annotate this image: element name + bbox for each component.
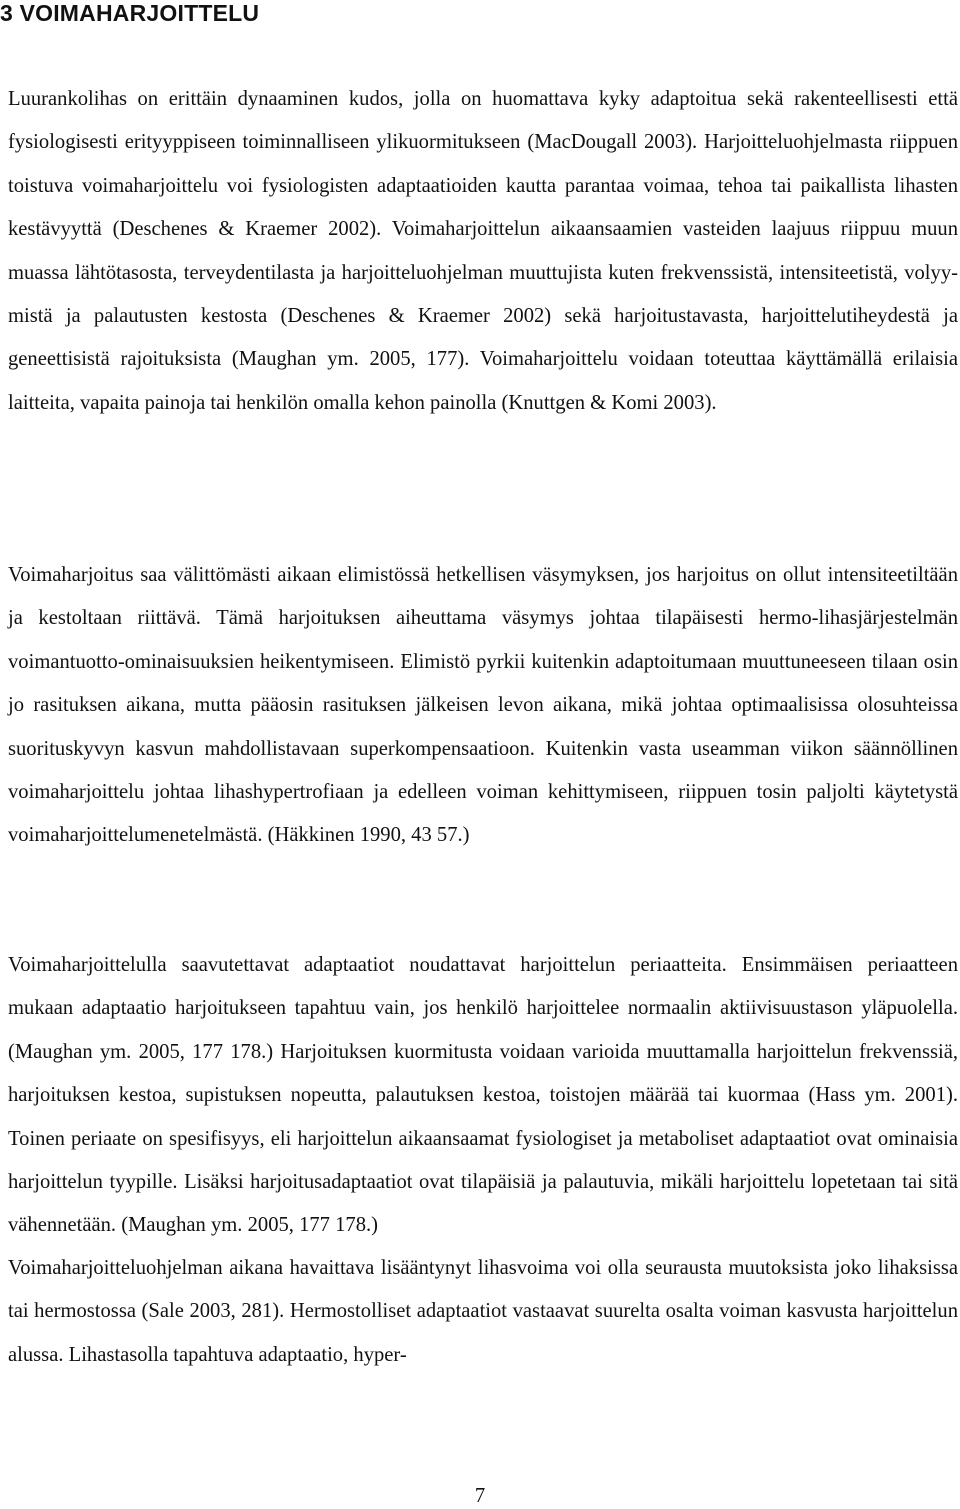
paragraph-1: Luurankolihas on erittäin dynaaminen kudos, jolla on huomattava kyky adaptoitua sekä rakenteellisesti että fysiologisesti erityyppiseen toiminnalliseen ylikuormitukseen (MacDougall 2003). Harjoitteluohjelmasta riippuen toistuva voimaharjoittelu voi fysiologisten adaptaatioiden kautta parantaa voimaa, tehoa tai paikallista lihasten kestävyyttä (Deschenes & Kraemer 2002). Voimaharjoittelun aikaansaamien vasteiden laajuus riippuu muun muassa lähtötasosta, terveydentilasta ja harjoitteluohjelman muuttujista kuten frekvenssistä, intensiteetistä, volyymistä ja palautusten kestosta (Deschenes & Kraemer 2002) sekä harjoitustavasta, harjoittelutiheydestä ja geneettisistä rajoituksista (Maughan ym. 2005, 177). Voimaharjoittelu voidaan toteuttaa käyttämällä erilaisia laitteita, vapaita painoja tai henkilön omalla kehon painolla (Knuttgen & Komi 2003). — [8, 88, 958, 414]
page-number: 7 — [474, 1485, 486, 1507]
paragraph-3: Voimaharjoittelulla saavutettavat adaptaatiot noudattavat harjoittelun periaatteita. Ensimmäisen periaatteen mukaan adaptaatio harjoitukseen tapahtuu vain, jos henkilö harjoittelee normaalin aktiivisuustason yläpuolella. (Maughan ym. 2005, 177 178.) Harjoituksen kuormitusta voidaan varioida muuttamalla harjoittelun frekvenssiä, harjoituksen kestoa, supistuksen nopeutta, palautuksen kestoa, toistojen määrää tai kuormaa (Hass ym. 2001). Toinen periaate on spesifisyys, eli harjoittelun aikaansaamat fysiologiset ja metaboliset adaptaatiot ovat ominaisia harjoittelun tyypille. Lisäksi harjoitusadaptaatiot ovat tilapäisiä ja palautuvia, mikäli harjoittelu lopetetaan tai sitä vähennetään. (Maughan ym. 2005, 177 178.) — [8, 954, 958, 1237]
section-heading: 3 VOIMAHARJOITTELU — [0, 0, 260, 26]
paragraph-4: Voimaharjoitteluohjelman aikana havaittava lisääntynyt lihasvoima voi olla seurausta muutoksista joko lihaksissa tai hermostossa (Sale 2003, 281). Hermostolliset adaptaatiot vastaavat suurelta osalta voiman kasvusta harjoittelun alussa. Lihastasolla tapahtuva adaptaatio, hyper- — [8, 1257, 958, 1366]
paragraph-2: Voimaharjoitus saa välittömästi aikaan elimistössä hetkellisen väsymyksen, jos harjoitus on ollut intensiteetiltään ja kestoltaan riittävä. Tämä harjoituksen aiheuttama väsymys johtaa tilapäisesti hermo-lihasjärjestelmän voimantuotto-ominaisuuksien heikentymiseen. Elimistö pyrkii kuitenkin adaptoitumaan muuttuneeseen tilaan osin jo rasituksen aikana, mutta pääosin rasituksen jälkeisen levon aikana, mikä johtaa optimaalisissa olosuhteissa suorituskyvyn kasvun mahdollistavaan superkompensaatioon. Kuitenkin vasta useamman viikon säännöllinen voimaharjoittelu johtaa lihashypertrofiaan ja edelleen voiman kehittymiseen, riippuen tosin paljolti käytetystä voimaharjoittelumenetelmästä. (Häkkinen 1990, 43 57.) — [8, 564, 958, 847]
